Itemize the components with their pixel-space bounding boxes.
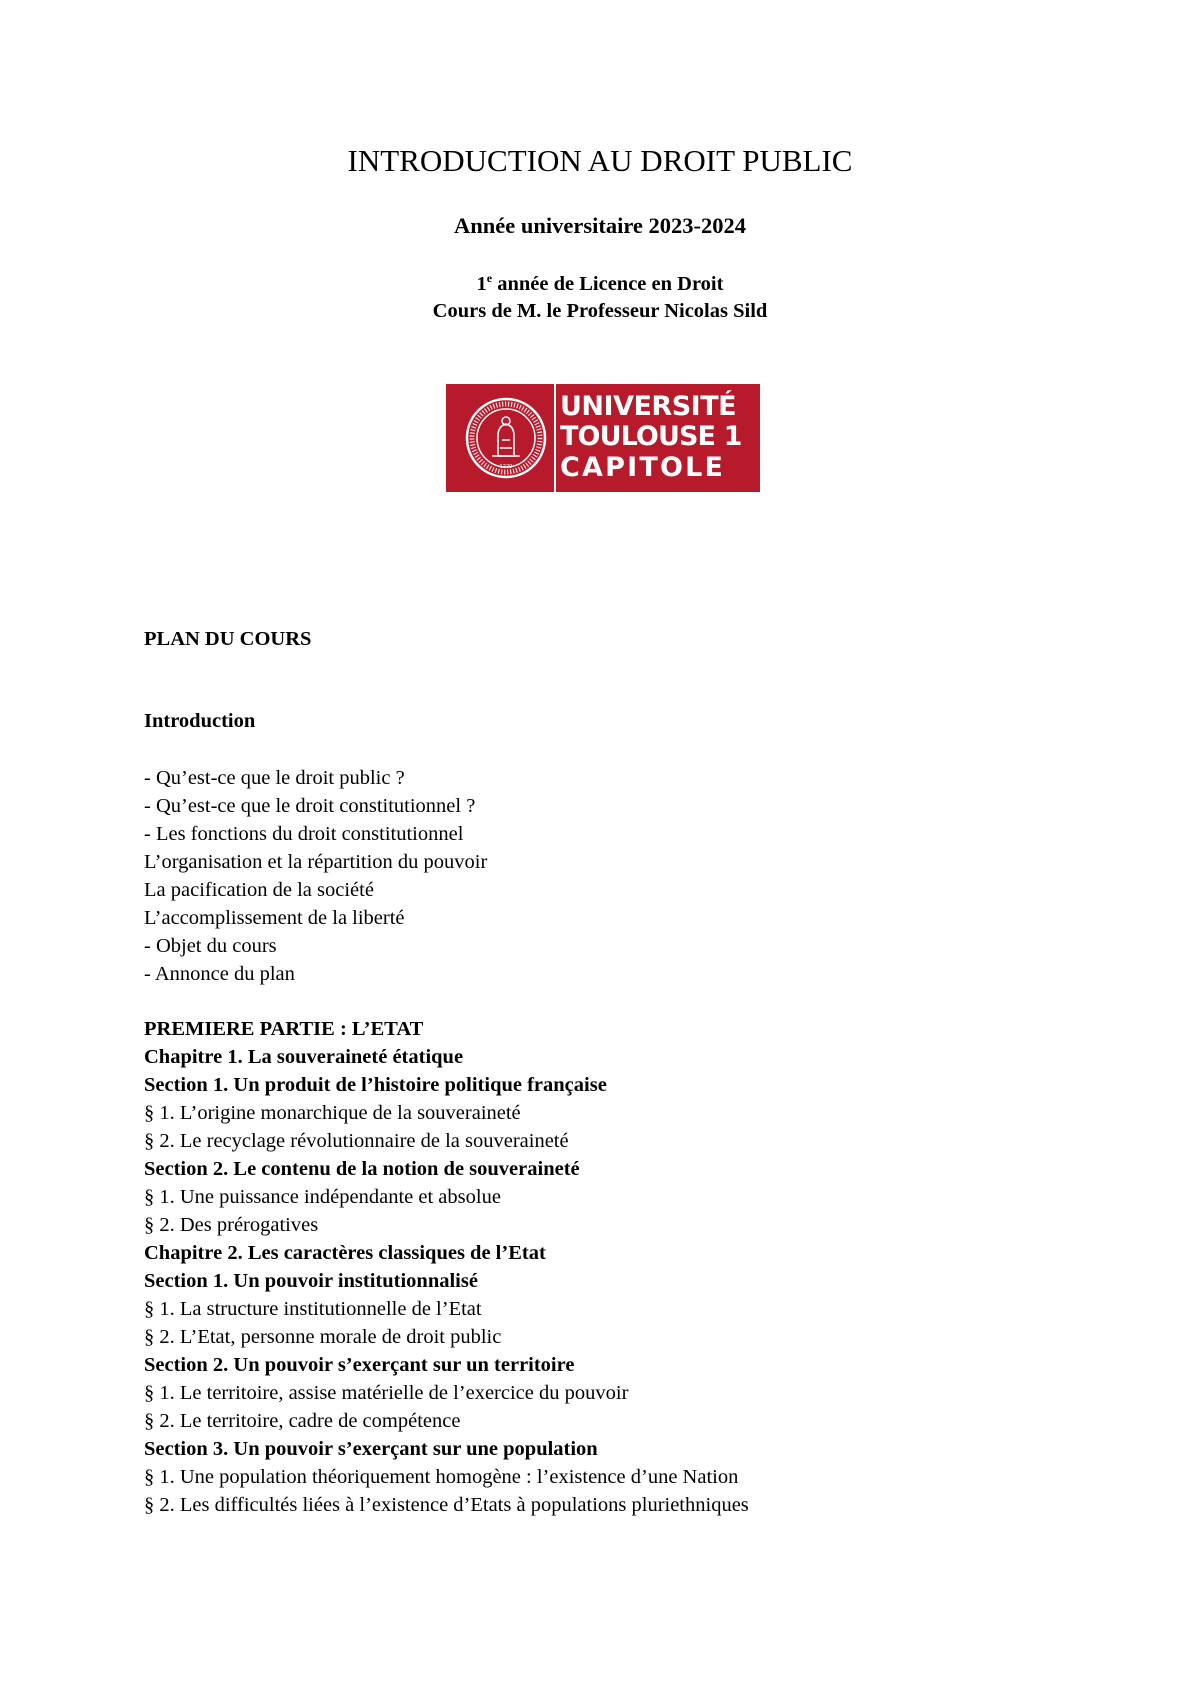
- outline-line: Section 1. Un produit de l’histoire politique française: [144, 1074, 607, 1096]
- plan-heading: PLAN DU COURS: [144, 628, 312, 650]
- outline-line: § 1. La structure institutionnelle de l’Etat: [144, 1298, 482, 1320]
- list-item: - Qu’est-ce que le droit constitutionnel ?: [144, 795, 476, 817]
- list-item: L’organisation et la répartition du pouvoir: [144, 851, 488, 873]
- outline-line: § 2. Le territoire, cadre de compétence: [144, 1410, 461, 1432]
- outline-line: § 1. L’origine monarchique de la souveraineté: [144, 1102, 521, 1124]
- outline-line: § 1. Une puissance indépendante et absolue: [144, 1186, 501, 1208]
- list-item: L’accomplissement de la liberté: [144, 907, 405, 929]
- level-superscript: e: [486, 271, 493, 285]
- university-logo: [446, 384, 760, 492]
- outline-line: Section 3. Un pouvoir s’exerçant sur une population: [144, 1438, 598, 1460]
- list-item: - Objet du cours: [144, 935, 277, 957]
- seal-year: 1229: [499, 464, 513, 470]
- part-one-outline: [144, 1015, 1144, 1519]
- outline-line: Section 2. Un pouvoir s’exerçant sur un territoire: [144, 1354, 575, 1376]
- level-number: 1: [476, 273, 487, 295]
- university-seal-icon: [464, 396, 548, 480]
- introduction-list: [144, 764, 1144, 988]
- outline-line: § 2. Les difficultés liées à l’existence d’Etats à populations pluriethniques: [144, 1494, 749, 1516]
- introduction-heading: Introduction: [144, 710, 256, 732]
- logo-line-3: CAPITOLE: [560, 452, 726, 483]
- list-item: - Qu’est-ce que le droit public ?: [144, 767, 405, 789]
- outline-line: Section 2. Le contenu de la notion de souveraineté: [144, 1158, 580, 1180]
- outline-line: Chapitre 1. La souveraineté étatique: [144, 1046, 464, 1068]
- list-item: La pacification de la société: [144, 879, 374, 901]
- academic-year: Année universitaire 2023-2024: [453, 213, 747, 238]
- document-title: INTRODUCTION AU DROIT PUBLIC: [347, 143, 853, 178]
- list-item: - Annonce du plan: [144, 963, 295, 985]
- outline-line: Section 1. Un pouvoir institutionnalisé: [144, 1270, 478, 1292]
- outline-line: § 2. L’Etat, personne morale de droit public: [144, 1326, 502, 1348]
- logo-line-1: UNIVERSITÉ: [560, 391, 737, 422]
- logo-line-2: TOULOUSE 1: [560, 421, 742, 452]
- licence-level: [0, 270, 1200, 298]
- outline-line: § 1. Le territoire, assise matérielle de l’exercice du pouvoir: [144, 1382, 629, 1404]
- list-item: - Les fonctions du droit constitutionnel: [144, 823, 464, 845]
- professor-line: Cours de M. le Professeur Nicolas Sild: [432, 300, 768, 322]
- outline-line: § 2. Des prérogatives: [144, 1214, 319, 1236]
- logo-divider: [554, 384, 556, 492]
- outline-line: PREMIERE PARTIE : L’ETAT: [144, 1018, 424, 1040]
- level-text: année de Licence en Droit: [492, 273, 724, 295]
- outline-line: § 1. Une population théoriquement homogène : l’existence d’une Nation: [144, 1466, 739, 1488]
- outline-line: Chapitre 2. Les caractères classiques de l’Etat: [144, 1242, 546, 1264]
- outline-line: § 2. Le recyclage révolutionnaire de la souveraineté: [144, 1130, 569, 1152]
